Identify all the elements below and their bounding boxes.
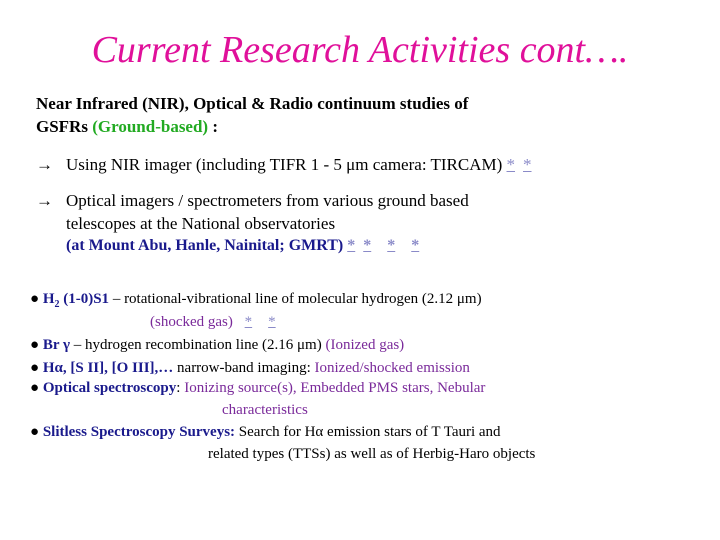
slitless-desc-1: Search for Hα emission stars of T Tauri and: [235, 424, 501, 440]
observatories-list: (at Mount Abu, Hanle, Nainital; GMRT): [66, 237, 344, 254]
slitless-label: Slitless Spectroscopy Surveys:: [42, 424, 236, 440]
optical-bullet-line-3: [66, 237, 419, 255]
optical-spectroscopy-line-2: [222, 402, 308, 419]
h2-label-main: H: [42, 291, 55, 307]
intro-text: Near Infrared (NIR), Optical & Radio continuum studies of: [36, 94, 469, 113]
optical-spectroscopy-note-2: characteristics: [222, 402, 308, 418]
bullet-dot-icon: ●: [30, 337, 40, 353]
h2-label: [42, 291, 110, 310]
h-alpha-desc: narrow-band imaging:: [173, 360, 315, 376]
h-alpha-line: [30, 360, 470, 377]
h2-label-sub: 2: [54, 299, 60, 310]
optical-text-2: telescopes at the National observatories: [66, 214, 336, 233]
h2-desc: – rotational-vibrational line of molecular hydrogen (2.12 μm): [109, 291, 482, 307]
arrow-icon: →: [36, 191, 53, 210]
nir-link-1[interactable]: *: [506, 155, 516, 174]
nir-link-2[interactable]: *: [523, 155, 532, 174]
ground-based-highlight: (Ground-based): [92, 117, 209, 136]
optical-spectroscopy-line: [30, 380, 485, 397]
h-alpha-note: Ionized/shocked emission: [314, 360, 470, 376]
optical-spectroscopy-note-1: Ionizing source(s), Embedded PMS stars, Nebular: [184, 380, 486, 396]
br-gamma-desc: – hydrogen recombination line (2.16 μm): [69, 337, 326, 353]
bullet-dot-icon: ●: [30, 291, 40, 307]
h2-link-2[interactable]: *: [268, 314, 276, 330]
intro-prefix: GSFRs: [36, 117, 93, 136]
nir-bullet: [36, 155, 532, 175]
br-gamma-line: [30, 337, 404, 354]
h2-note-line: [150, 314, 276, 331]
br-gamma-label: Br γ: [42, 337, 70, 353]
optical-link-3[interactable]: *: [387, 237, 396, 254]
intro-suffix: :: [208, 117, 219, 136]
arrow-icon: →: [36, 155, 53, 174]
h2-label-transition: (1-0)S1: [59, 291, 110, 307]
slitless-line: [30, 424, 501, 441]
optical-link-4[interactable]: *: [411, 237, 420, 254]
optical-link-2[interactable]: *: [363, 237, 372, 254]
bullet-dot-icon: ●: [30, 360, 40, 376]
bullet-dot-icon: ●: [30, 380, 40, 396]
h2-line: [30, 291, 482, 310]
br-gamma-note: (Ionized gas): [325, 337, 405, 353]
nir-text: Using NIR imager (including TIFR 1 - 5 μm camera: TIRCAM): [66, 155, 503, 174]
optical-text-1: Optical imagers / spectrometers from various ground based: [66, 191, 469, 210]
intro-line-1: [36, 94, 468, 114]
slitless-line-2: [208, 446, 535, 463]
optical-bullet-line-2: [66, 214, 335, 234]
h-alpha-label: Hα, [S II], [O III],…: [42, 360, 174, 376]
optical-spectroscopy-label: Optical spectroscopy: [42, 380, 177, 396]
optical-link-1[interactable]: *: [347, 237, 356, 254]
slitless-desc-2: related types (TTSs) as well as of Herbig-Haro objects: [208, 446, 536, 462]
bullet-dot-icon: ●: [30, 424, 40, 440]
optical-spectroscopy-colon: :: [176, 380, 185, 396]
optical-bullet-line-1: [36, 191, 469, 211]
intro-line-2: [36, 117, 218, 137]
page-title: Current Research Activities cont….: [91, 29, 629, 71]
h2-note: (shocked gas): [150, 314, 233, 330]
h2-link-1[interactable]: *: [244, 314, 253, 330]
